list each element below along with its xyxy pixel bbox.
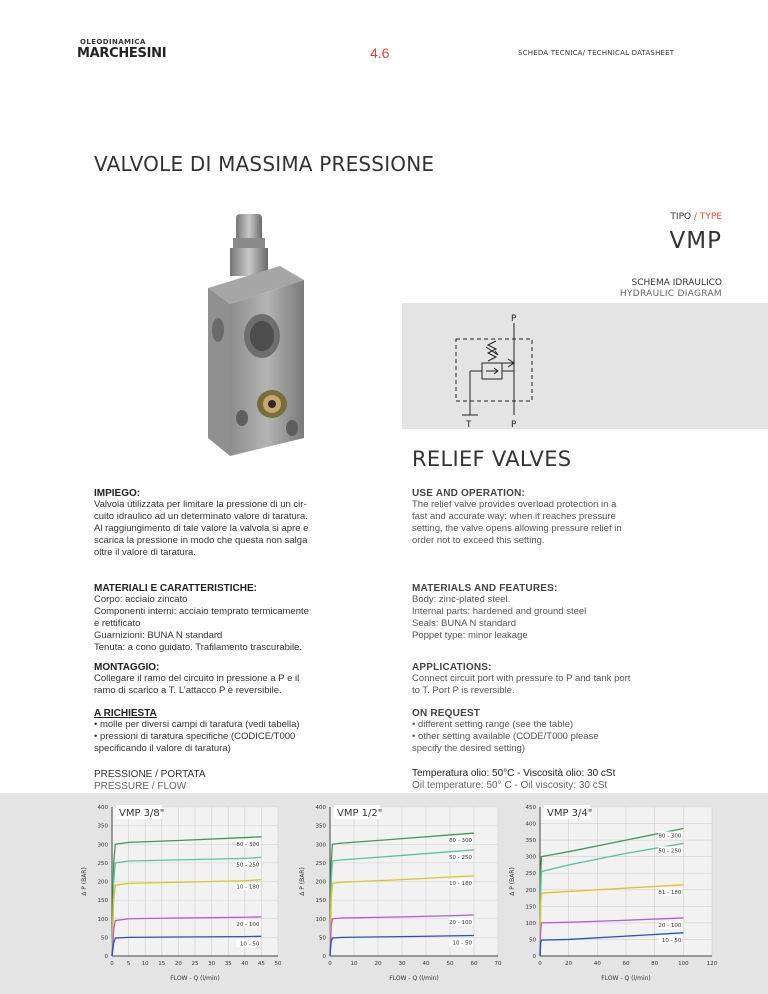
series-label: 50 - 250 xyxy=(449,854,472,861)
oil-conditions-en: Oil temperature: 50° C - Oil viscosity: 30 cSt xyxy=(412,780,608,791)
text-line: Guarnizioni: BUNA N standard xyxy=(94,630,223,641)
type-label-it: TIPO xyxy=(670,212,692,222)
text-line: fast and accurate way: when it reaches pressure xyxy=(412,511,616,522)
x-tick-label: 35 xyxy=(224,961,232,967)
y-tick-label: 100 xyxy=(97,916,108,923)
y-tick-label: 200 xyxy=(315,879,326,886)
y-tick-label: 300 xyxy=(525,854,536,861)
chart-vmp-3-4 xyxy=(504,793,724,994)
x-axis-label: FLOW - Q (l/min) xyxy=(389,975,439,982)
text-line: Al raggiungimento di tale valore la valvola si apre e xyxy=(94,523,309,534)
text-line: specify the desired setting) xyxy=(412,743,526,754)
y-tick-label: 150 xyxy=(315,898,326,905)
y-tick-label: 200 xyxy=(97,879,108,886)
section-body xyxy=(94,719,344,755)
y-tick-label: 100 xyxy=(315,916,326,923)
x-tick-label: 70 xyxy=(494,961,502,967)
series-label: 80 - 300 xyxy=(236,841,260,848)
text-line: • other setting available (CODE/T000 please xyxy=(412,731,599,742)
section-heading: MONTAGGIO: xyxy=(94,662,160,673)
y-tick-label: 0 xyxy=(532,954,536,960)
y-axis-label: Δ P (BAR) xyxy=(509,867,516,896)
x-tick-label: 50 xyxy=(446,961,454,967)
y-tick-label: 350 xyxy=(315,823,326,830)
x-tick-label: 60 xyxy=(622,961,630,967)
x-tick-label: 45 xyxy=(257,961,265,967)
y-axis-label: Δ P (BAR) xyxy=(299,867,306,896)
section-heading: IMPIEGO: xyxy=(94,488,141,499)
text-line: order not to exceed this setting. xyxy=(412,535,545,546)
x-tick-label: 60 xyxy=(470,961,478,967)
section-body xyxy=(94,499,344,559)
section-number: 4.6 xyxy=(370,45,390,61)
text-line: Connect circuit port with pressure to P and tank port xyxy=(412,673,631,684)
port-p-top-label: P xyxy=(511,314,517,324)
chart-title: VMP 3/4" xyxy=(547,808,593,819)
datasheet-label: SCHEDA TECNICA/ TECHNICAL DATASHEET xyxy=(518,49,675,57)
chart-vmp-3-8 xyxy=(76,793,290,994)
series-label: 20 - 100 xyxy=(658,922,682,929)
text-line: Seals: BUNA N standard xyxy=(412,618,517,629)
x-tick-label: 30 xyxy=(398,961,406,967)
series-label: 50 - 250 xyxy=(658,848,682,855)
y-tick-label: 250 xyxy=(525,871,536,878)
x-tick-label: 15 xyxy=(158,961,166,967)
x-tick-label: 0 xyxy=(328,961,332,967)
section-use-and-operation xyxy=(412,488,672,547)
series-label: 10 - 180 xyxy=(449,880,472,887)
text-line: • molle per diversi campi di taratura (vedi tabella) xyxy=(94,719,300,730)
series-label: 80 - 300 xyxy=(449,838,472,845)
y-tick-label: 250 xyxy=(97,860,108,867)
series-label: 10 - 50 xyxy=(452,940,472,947)
chart-title: VMP 1/2" xyxy=(337,808,383,819)
type-label xyxy=(670,212,722,222)
x-tick-label: 40 xyxy=(593,961,601,967)
text-line: to T. Port P is reversible. xyxy=(412,685,515,696)
y-tick-label: 400 xyxy=(315,805,326,811)
series-label: 81 - 180 xyxy=(658,889,682,896)
logo-tagline: OLEODINAMICA xyxy=(80,38,146,46)
y-tick-label: 350 xyxy=(97,823,108,830)
text-line: • different setting range (see the table) xyxy=(412,719,574,730)
y-tick-label: 400 xyxy=(97,805,108,811)
text-line: Componenti interni: acciaio temprato termicamente xyxy=(94,606,309,617)
valve-product-image xyxy=(200,208,350,463)
type-label-en: TYPE xyxy=(699,212,722,222)
text-line: Tenuta: a cono guidato. Trafilamento trascurabile. xyxy=(94,642,303,653)
x-tick-label: 20 xyxy=(565,961,573,967)
section-body xyxy=(94,673,344,697)
section-montaggio xyxy=(94,662,344,697)
text-line: • pressioni di taratura specifiche (CODICE/T000 xyxy=(94,731,296,742)
section-a-richiesta xyxy=(94,708,344,755)
section-heading: ON REQUEST xyxy=(412,708,481,719)
section-body xyxy=(412,594,672,642)
y-tick-label: 400 xyxy=(525,821,536,828)
y-tick-label: 200 xyxy=(525,887,536,894)
x-tick-label: 50 xyxy=(274,961,282,967)
section-heading: APPLICATIONS: xyxy=(412,662,492,673)
relief-valves-title: RELIEF VALVES xyxy=(412,447,572,471)
x-tick-label: 40 xyxy=(422,961,430,967)
hydraulic-diagram xyxy=(402,303,768,429)
x-tick-label: 0 xyxy=(538,961,542,967)
y-tick-label: 300 xyxy=(97,842,108,849)
x-tick-label: 25 xyxy=(191,961,199,967)
series-label: 20 - 100 xyxy=(449,920,472,927)
section-on-request xyxy=(412,708,672,755)
y-tick-label: 450 xyxy=(525,805,536,811)
y-tick-label: 50 xyxy=(319,935,326,942)
chart-vmp-1-2 xyxy=(294,793,510,994)
oil-conditions-it: Temperatura olio: 50°C - Viscosità olio: 30 cSt xyxy=(412,768,616,779)
x-tick-label: 40 xyxy=(241,961,249,967)
x-tick-label: 120 xyxy=(706,961,718,967)
section-heading: MATERIALS AND FEATURES: xyxy=(412,583,558,594)
y-tick-label: 50 xyxy=(101,935,108,942)
x-tick-label: 5 xyxy=(126,961,131,967)
x-tick-label: 20 xyxy=(174,961,182,967)
type-code: VMP xyxy=(669,228,722,254)
section-materiali xyxy=(94,583,344,654)
text-line: specificando il valore di taratura) xyxy=(94,743,231,754)
x-tick-label: 10 xyxy=(141,961,149,967)
y-tick-label: 350 xyxy=(525,838,536,845)
series-label: 20 - 100 xyxy=(236,921,260,928)
port-p-bottom-label: P xyxy=(511,420,517,429)
chart-title: VMP 3/8" xyxy=(119,808,165,819)
y-tick-label: 0 xyxy=(104,954,108,960)
text-line: cuito idraulico ad un determinato valore di taratura. xyxy=(94,511,308,522)
section-body xyxy=(412,499,672,547)
section-applications xyxy=(412,662,672,697)
text-line: scarica la pressione in modo che questa non salga xyxy=(94,535,308,546)
text-line: Poppet type: minor leakage xyxy=(412,630,528,641)
y-tick-label: 300 xyxy=(315,842,326,849)
section-body xyxy=(94,594,344,654)
text-line: e rettificato xyxy=(94,618,141,629)
section-materials xyxy=(412,583,672,642)
text-line: Collegare il ramo del circuito in pressione a P e il xyxy=(94,673,300,684)
y-tick-label: 100 xyxy=(525,920,536,927)
section-heading: USE AND OPERATION: xyxy=(412,488,526,499)
text-line: oltre il valore di taratura. xyxy=(94,547,196,558)
x-axis-label: FLOW - Q (l/min) xyxy=(601,975,651,982)
page-title: VALVOLE DI MASSIMA PRESSIONE xyxy=(94,152,435,176)
hydraulic-diagram-label-it: SCHEMA IDRAULICO xyxy=(631,278,722,288)
y-tick-label: 250 xyxy=(315,860,326,867)
x-tick-label: 30 xyxy=(208,961,216,967)
section-impiego xyxy=(94,488,344,559)
section-heading: MATERIALI E CARATTERISTICHE: xyxy=(94,583,257,594)
series-label: 10 - 50 xyxy=(239,941,260,948)
y-tick-label: 150 xyxy=(97,898,108,905)
type-label-slash: / xyxy=(693,212,698,222)
section-heading: A RICHIESTA xyxy=(94,708,157,719)
x-tick-label: 20 xyxy=(374,961,382,967)
y-tick-label: 150 xyxy=(525,904,536,911)
x-tick-label: 100 xyxy=(678,961,689,967)
x-tick-label: 80 xyxy=(651,961,659,967)
section-body xyxy=(412,673,672,697)
series-label: 80 - 300 xyxy=(658,833,682,840)
series-label: 10 - 180 xyxy=(236,884,260,891)
text-line: The relief valve provides overload protection in a xyxy=(412,499,617,510)
text-line: Valvola utilizzata per limitare la pressione di un cir- xyxy=(94,499,307,510)
x-tick-label: 0 xyxy=(110,961,114,967)
y-axis-label: Δ P (BAR) xyxy=(81,867,88,896)
port-t-label: T xyxy=(466,420,472,429)
text-line: Internal parts: hardened and ground steel xyxy=(412,606,587,617)
hydraulic-diagram-panel xyxy=(402,303,768,429)
performance-title-it: PRESSIONE / PORTATA xyxy=(94,769,206,780)
hydraulic-diagram-label-en: HYDRAULIC DIAGRAM xyxy=(619,289,722,299)
charts-panel xyxy=(0,793,768,994)
logo-brand: MARCHESINI xyxy=(77,46,167,61)
performance-title-en: PRESSURE / FLOW xyxy=(94,781,187,792)
text-line: ramo di scarico a T. L’attacco P è reversibile. xyxy=(94,685,282,696)
text-line: setting, the valve opens allowing pressure relief in xyxy=(412,523,622,534)
x-tick-label: 10 xyxy=(350,961,358,967)
y-tick-label: 0 xyxy=(322,954,326,960)
y-tick-label: 50 xyxy=(529,937,536,944)
x-axis-label: FLOW - Q (l/min) xyxy=(170,975,220,982)
series-label: 10 - 50 xyxy=(661,937,682,944)
text-line: Corpo: acciaio zincato xyxy=(94,594,188,605)
series-label: 50 - 250 xyxy=(236,862,260,869)
section-body xyxy=(412,719,672,755)
text-line: Body: zinc-plated steel. xyxy=(412,594,511,605)
